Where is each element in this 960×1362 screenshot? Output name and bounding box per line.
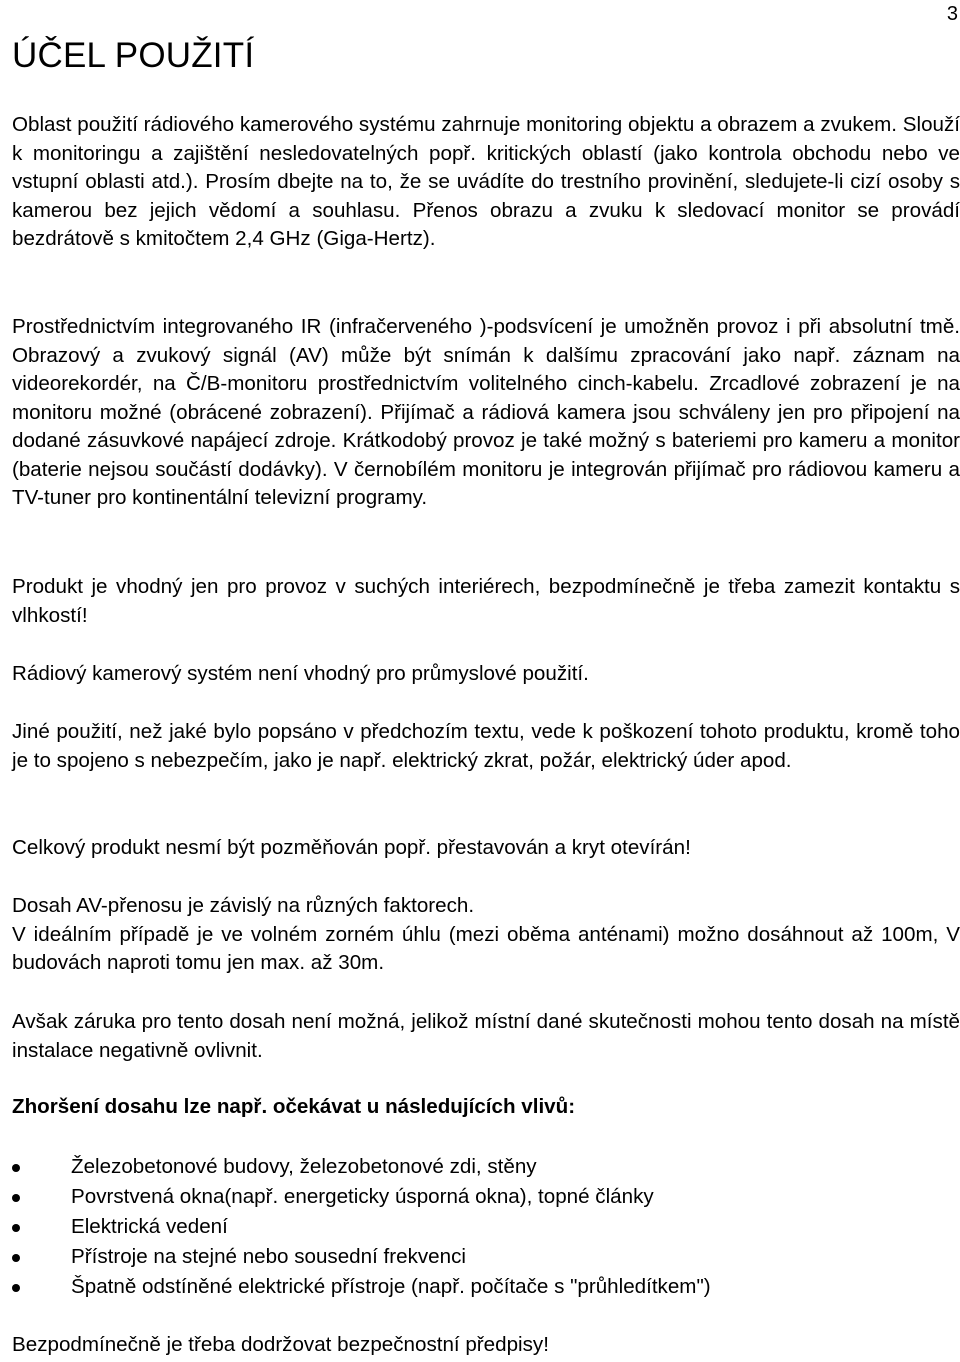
bullet-icon xyxy=(12,1284,20,1292)
influences-heading: Zhoršení dosahu lze např. očekávat u následujících vlivů: xyxy=(12,1095,576,1118)
list-item xyxy=(12,1272,960,1302)
list-item-text: Špatně odstíněné elektrické přístroje (např. počítače s "průhledítkem") xyxy=(71,1275,711,1298)
range-distance-text: V ideálním případě je ve volném zorném úhlu (mezi oběma anténami) možno dosáhnout až 100m, V budovách naproti tomu jen max. až 30m. xyxy=(12,922,960,974)
bullet-icon xyxy=(12,1164,20,1172)
influences-list xyxy=(12,1152,960,1302)
paragraph-purpose-text: Oblast použití rádiového kamerového systému zahrnuje monitoring objektu a obrazem a zvukem. Slouží k monitoringu a zajištění nesledovatelných popř. kritických oblastí (jako kontrola obchodu nebo ve vstupní oblasti atd.). Prosím dbejte na to, že se uvádíte do trestního provinění, sledujete-li cizí osoby s kamerou bez jejich vědomí a souhlasu. xyxy=(12,113,960,222)
paragraph-purpose xyxy=(12,111,960,254)
list-item xyxy=(12,1242,960,1272)
list-item-text: Přístroje na stejné nebo sousední frekvenci xyxy=(71,1245,466,1268)
page-number: 3 xyxy=(946,3,958,25)
list-item-text: Povrstvená okna(např. energeticky úsporná okna), topné články xyxy=(71,1185,654,1208)
paragraph-no-modification: Celkový produkt nesmí být pozměňován popř. přestavován a kryt otevírán! xyxy=(12,836,691,859)
paragraph-transmission-text: Přenos obrazu a zvuku k sledovací monitor se provádí bezdrátově s kmitočtem 2,4 GHz (Giga-Hertz). xyxy=(12,198,960,250)
bullet-icon xyxy=(12,1224,20,1232)
paragraph-no-guarantee: Avšak záruka pro tento dosah není možná, jelikož místní dané skutečnosti mohou tento dosah na místě instalace negativně ovlivnit. xyxy=(12,1010,960,1062)
list-item xyxy=(12,1152,960,1182)
page-title: ÚČEL POUŽITÍ xyxy=(12,36,255,75)
bullet-icon xyxy=(12,1254,20,1262)
closing-statement: Bezpodmínečně je třeba dodržovat bezpečnostní předpisy! xyxy=(12,1333,549,1356)
paragraph-range xyxy=(12,892,960,978)
list-item-text: Elektrická vedení xyxy=(71,1215,228,1238)
bullet-icon xyxy=(12,1194,20,1202)
paragraph-dry-interiors: Produkt je vhodný jen pro provoz v suchých interiérech, bezpodmínečně je třeba zamezit kontaktu s vlhkostí! xyxy=(12,575,960,627)
list-item-text: Železobetonové budovy, železobetonové zdi, stěny xyxy=(71,1155,537,1178)
paragraph-other-use: Jiné použití, než jaké bylo popsáno v předchozím textu, vede k poškození tohoto produktu, kromě toho je to spojeno s nebezpečím, jako je např. elektrický zkrat, požár, elektrický úder apod. xyxy=(12,720,960,772)
list-item xyxy=(12,1212,960,1242)
list-item xyxy=(12,1182,960,1212)
paragraph-ir-features: Prostřednictvím integrovaného IR (infračerveného )-podsvícení je umožněn provoz i při absolutní tmě. Obrazový a zvukový signál (AV) může být snímán k dalšímu zpracování jako např. záznam na videorekordér, na Č/B-monitoru prostřednictvím volitelného cinch-kabelu. Zrcadlové zobrazení je na monitoru možné (obrácené zobrazení). Přijímač a rádiová kamera jsou schváleny jen pro připojení na dodané zásuvkové napájecí zdroje. Krátkodobý provoz je také možný s bateriemi pro kameru a monitor (baterie nejsou součástí dodávky). V černobílém monitoru je integrován přijímač pro rádiovou kameru a TV-tuner pro kontinentální televizní programy. xyxy=(12,315,960,509)
range-factors-text: Dosah AV-přenosu je závislý na různých faktorech. xyxy=(12,894,475,917)
paragraph-industrial-use: Rádiový kamerový systém není vhodný pro průmyslové použití. xyxy=(12,662,589,685)
